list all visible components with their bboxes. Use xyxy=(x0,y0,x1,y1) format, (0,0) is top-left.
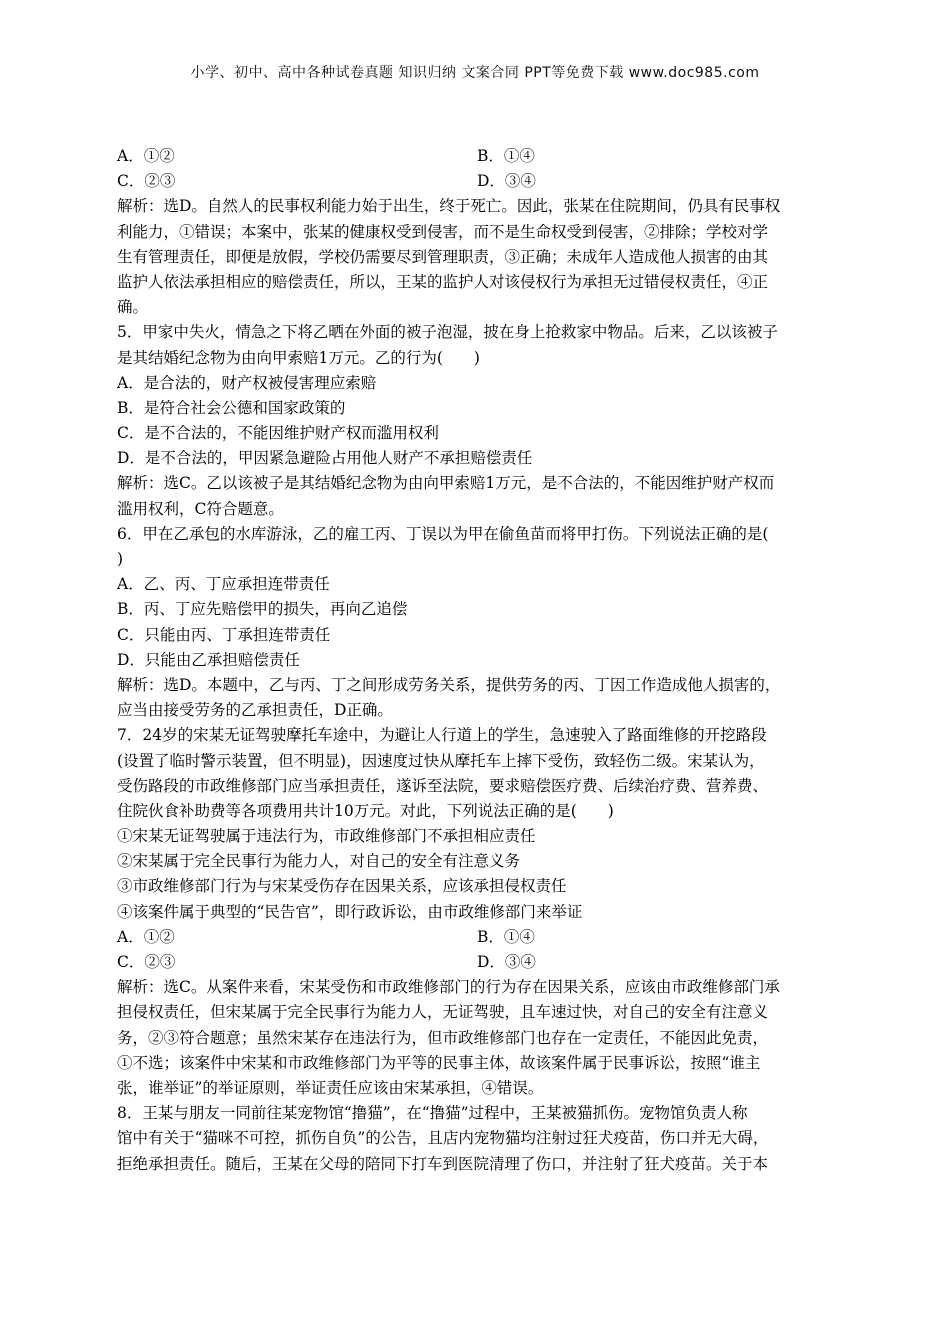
q4-option-d: D．③④ xyxy=(477,172,536,191)
q8-stem-line: 8．王某与朋友一同前往某宠物馆“撸猫”，在“撸猫”过程中，王某被猫抓伤。宠物馆负责人称 xyxy=(117,1104,748,1123)
q7-option-a: A．①② xyxy=(117,927,175,946)
q4-analysis-line: 生有管理责任，即便是放假，学校仍需要尽到管理职责，③正确；未成年人造成他人损害的由其 xyxy=(117,247,769,266)
q6-analysis-line: 解析：选D。本题中，乙与丙、丁之间形成劳务关系，提供劳务的丙、丁因工作造成他人损害的， xyxy=(117,675,781,694)
q7-statement-4: ④该案件属于典型的“民告官”，即行政诉讼，由市政维修部门来举证 xyxy=(117,902,583,921)
q4-options-row-1 xyxy=(117,144,835,169)
q4-option-c: C．②③ xyxy=(117,172,176,191)
q4-analysis-line: 解析：选D。自然人的民事权利能力始于出生，终于死亡。因此，张某在住院期间，仍具有民事权 xyxy=(117,197,781,216)
q7-stem-line: (设置了临时警示装置，但不明显)，因速度过快从摩托车上摔下受伤，致轻伤二级。宋某认为， xyxy=(117,751,765,770)
q7-options-row-1 xyxy=(117,925,835,950)
q5-option-d: D．是不合法的，甲因紧急避险占用他人财产不承担赔偿责任 xyxy=(117,449,533,468)
q7-stem-line: 住院伙食补助费等各项费用共计10万元。对此，下列说法正确的是( ) xyxy=(117,801,614,820)
q8-stem-line: 拒绝承担责任。随后，王某在父母的陪同下打车到医院清理了伤口，并注射了狂犬疫苗。关于本 xyxy=(117,1154,769,1173)
q5-analysis-line: 滥用权利，C符合题意。 xyxy=(117,499,284,518)
q6-option-d: D．只能由乙承担赔偿责任 xyxy=(117,650,300,669)
q6-option-a: A．乙、丙、丁应承担连带责任 xyxy=(117,575,330,594)
q5-stem-line: 是其结婚纪念物为由向甲索赔1万元。乙的行为( ) xyxy=(117,348,480,367)
q5-option-b: B．是符合社会公德和国家政策的 xyxy=(117,398,346,417)
q7-statement-2: ②宋某属于完全民事行为能力人，对自己的安全有注意义务 xyxy=(117,852,521,871)
q7-analysis-line: 解析：选C。从案件来看，宋某受伤和市政维修部门的行为存在因果关系，应该由市政维修部门承 xyxy=(117,978,780,997)
q4-options-row-2 xyxy=(117,169,835,194)
q7-statement-1: ①宋某无证驾驶属于违法行为，市政维修部门不承担相应责任 xyxy=(117,827,536,846)
q7-stem-line: 受伤路段的市政维修部门应当承担责任，遂诉至法院，要求赔偿医疗费、后续治疗费、营养费、 xyxy=(117,776,769,795)
q7-analysis-line: 务，②③符合题意；虽然宋某存在违法行为，但市政维修部门也存在一定责任，不能因此免责， xyxy=(117,1028,769,1047)
q4-analysis-line: 利能力，①错误；本案中，张某的健康权受到侵害，而不是生命权受到侵害，②排除；学校对学 xyxy=(117,222,769,241)
q7-option-c: C．②③ xyxy=(117,953,176,971)
q4-analysis-line: 监护人依法承担相应的赔偿责任，所以，王某的监护人对该侵权行为承担无过错侵权责任，④正 xyxy=(117,272,769,291)
q5-analysis-line: 解析：选C。乙以该被子是其结婚纪念物为由向甲索赔1万元，是不合法的，不能因维护财产权而 xyxy=(117,474,775,493)
q6-option-c: C．只能由丙、丁承担连带责任 xyxy=(117,625,331,644)
q7-statement-3: ③市政维修部门行为与宋某受伤存在因果关系，应该承担侵权责任 xyxy=(117,877,567,896)
q7-option-d: D．③④ xyxy=(477,953,536,971)
q6-option-b: B．丙、丁应先赔偿甲的损失，再向乙追偿 xyxy=(117,600,408,619)
q5-option-a: A．是合法的，财产权被侵害理应索赔 xyxy=(117,373,377,392)
document-body xyxy=(117,144,835,1177)
page-header-banner: 小学、初中、高中各种试卷真题 知识归纳 文案合同 PPT等免费下载 www.doc985.com xyxy=(190,65,760,81)
q5-option-c: C．是不合法的，不能因维护财产权而滥用权利 xyxy=(117,424,439,443)
q7-option-b: B．①④ xyxy=(477,927,535,946)
q4-option-a: A．①② xyxy=(117,147,175,165)
q5-stem-line: 5．甲家中失火，情急之下将乙晒在外面的被子泡湿，披在身上抢救家中物品。后来，乙以该被子 xyxy=(117,323,778,342)
q6-analysis-line: 应当由接受劳务的乙承担责任，D正确。 xyxy=(117,701,393,720)
q7-analysis-line: 张，谁举证”的举证原则，举证责任应该由宋某承担，④错误。 xyxy=(117,1078,544,1097)
q7-options-row-2 xyxy=(117,950,835,975)
q4-option-b: B．①④ xyxy=(477,147,535,165)
q7-stem-line: 7．24岁的宋某无证驾驶摩托车途中，为避让人行道上的学生，急速驶入了路面维修的开挖路段 xyxy=(117,726,767,745)
q8-stem-line: 馆中有关于“猫咪不可控，抓伤自负”的公告，且店内宠物猫均注射过狂犬疫苗，伤口并无大碍， xyxy=(117,1129,769,1148)
q4-analysis-line: 确。 xyxy=(117,298,149,317)
q6-stem-line: ) xyxy=(117,550,124,568)
q7-analysis-line: ①不选；该案件中宋某和市政维修部门为平等的民事主体，故该案件属于民事诉讼，按照“谁主 xyxy=(117,1053,761,1072)
q6-stem-line: 6．甲在乙承包的水库游泳，乙的雇工丙、丁误以为甲在偷鱼苗而将甲打伤。下列说法正确的是( xyxy=(117,524,769,543)
q7-analysis-line: 担侵权责任，但宋某属于完全民事行为能力人，无证驾驶，且车速过快，对自己的安全有注意义 xyxy=(117,1003,769,1022)
